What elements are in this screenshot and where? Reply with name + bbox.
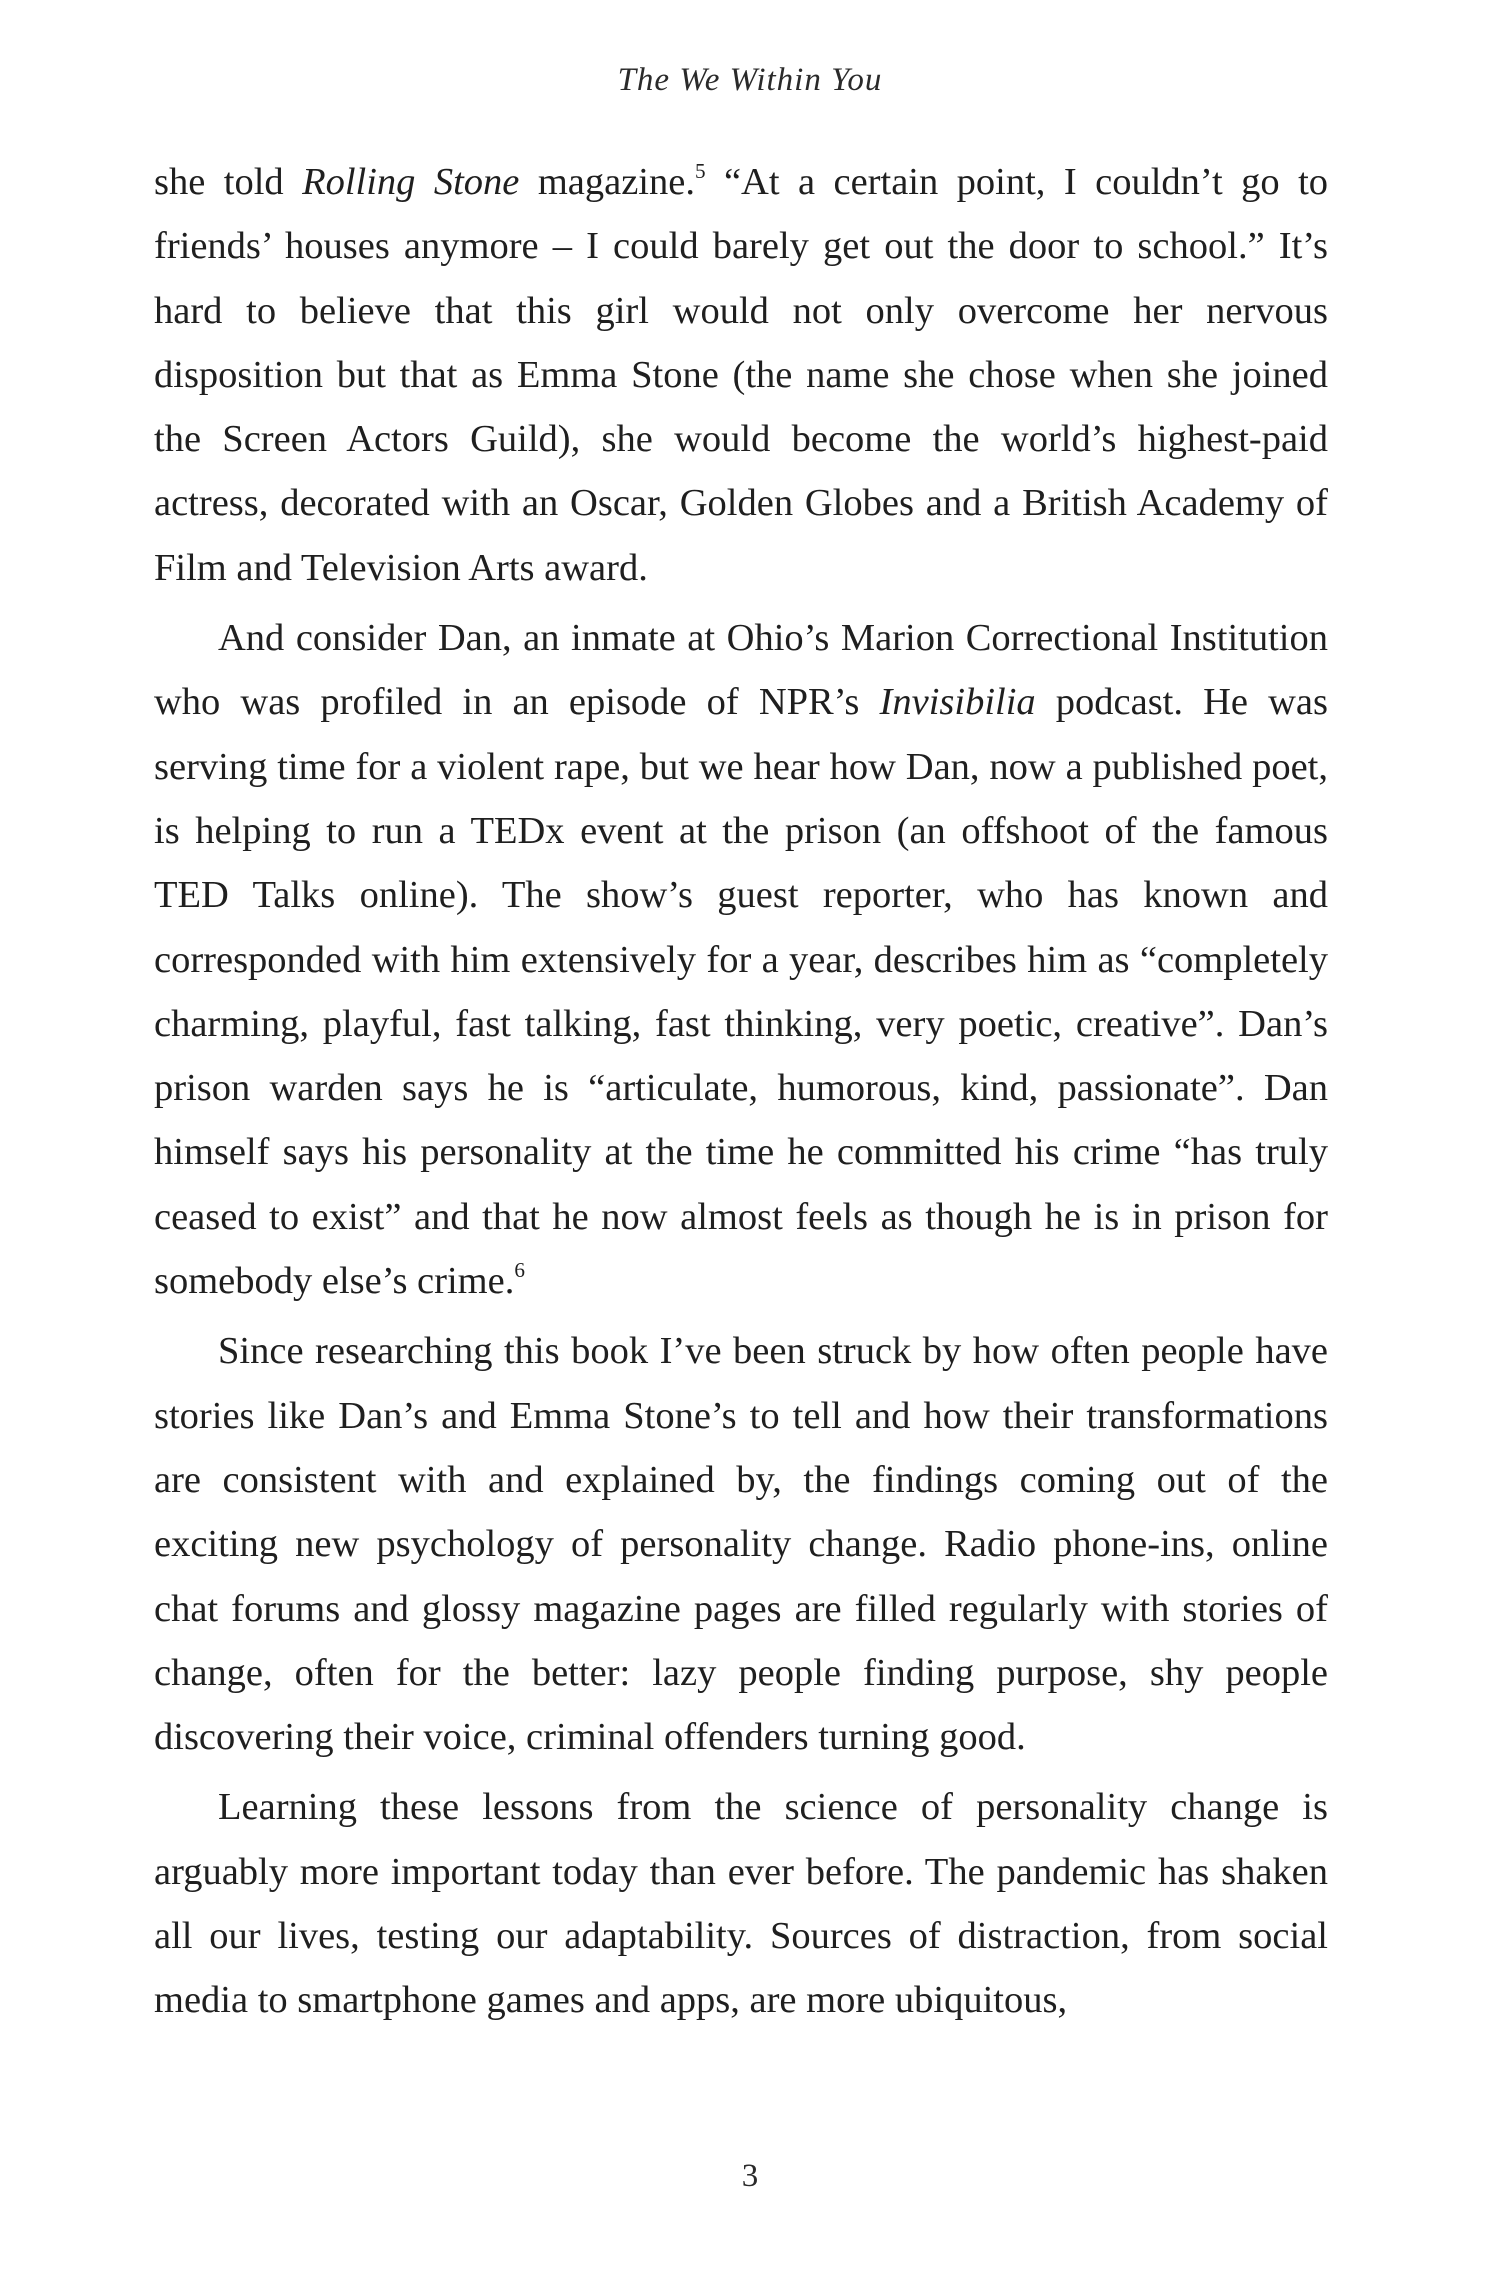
paragraph-1-text-b: magazine. [519,161,695,203]
podcast-title: Invisibilia [879,681,1036,724]
paragraph-1-text-a: she told [154,161,303,203]
paragraph-2-text-a: And consider Dan, an inmate at Ohio’s Marion Correctional Institution who was profiled in an episode of NPR’s [154,617,1328,724]
paragraph-3: Since researching this book I’ve been struck by how often people have stories like Dan’s and Emma Stone’s to tell and how their transformations are consistent with and explained by, the findings coming out of the exciting new psychology of personality change. Radio phone-ins, online chat forums and glossy magazine pages are filled regularly with stories of change, often for the better: lazy people finding purpose, shy people discovering their voice, criminal offenders turning good. [154,1330,1328,1759]
body-text [154,150,1328,2033]
paragraph-1 [154,150,1328,600]
magazine-title: Rolling Stone [302,161,520,203]
paragraph-2-text-b: podcast. He was serving time for a violent rape, but we hear how Dan, now a published poet, is helping to run a TEDx event at the prison (an offshoot of the famous TED Talks online). The show’s guest reporter, who has known and corresponded with him extensively for a year, describes him as “completely charming, playful, fast talking, fast thinking, very poetic, creative”. Dan’s prison warden says he is “articulate, humorous, kind, passionate”. Dan himself says his personality at the time he committed his crime “has truly ceased to exist” and that he now almost feels as though he is in prison for somebody else’s crime. [154,681,1329,1303]
footnote-marker-5: 5 [694,159,706,184]
paragraph-1-text-c: “At a certain point, I couldn’t go to friends’ houses anymore – I could barely get out the door to school.” It’s hard to believe that this girl would not only overcome her nervous disposition but that as Emma Stone (the name she chose when she joined the Screen Actors Guild), she would become the world’s highest-paid actress, decorated with an Oscar, Golden Globes and a British Academy of Film and Television Arts award. [154,161,1329,589]
paragraph-2 [154,606,1328,1313]
footnote-marker-6: 6 [514,1258,525,1283]
page-number: 3 [741,2158,759,2194]
running-head: The We Within You [617,62,883,98]
paragraph-4: Learning these lessons from the science of personality change is arguably more important today than ever before. The pandemic has shaken all our lives, testing our adaptability. Sources of distraction, from social media to smartphone games and apps, are more ubiquitous, [154,1786,1328,2022]
